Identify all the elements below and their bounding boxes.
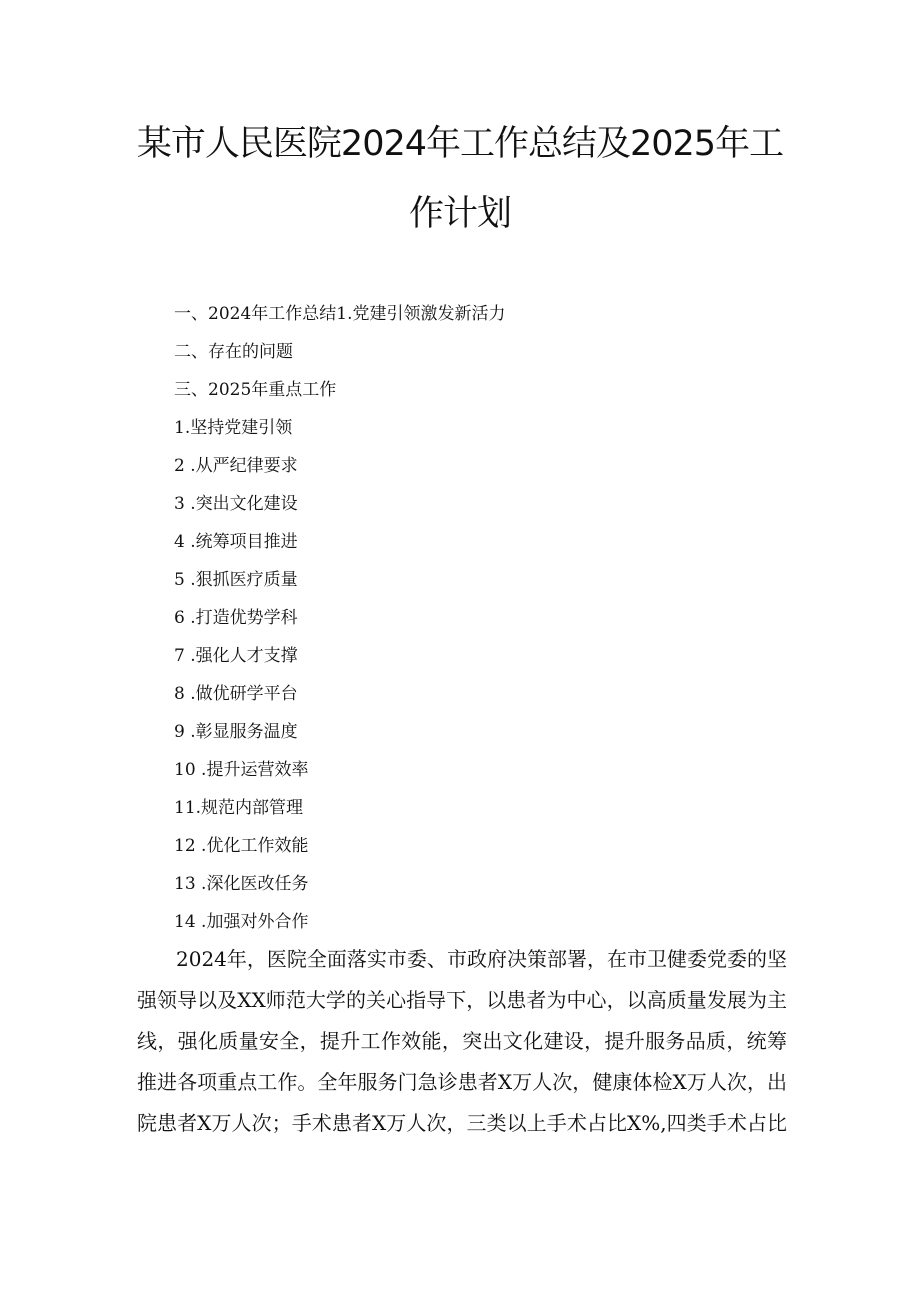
toc-item: 13 .深化医改任务	[174, 874, 309, 894]
paragraph-line: 强领导以及XX师范大学的关心指导下，以患者为中心，以高质量发展为主	[137, 988, 787, 1012]
toc-item: 7 .强化人才支撑	[174, 646, 298, 666]
document-title-line-1: 某市人民医院2024年工作总结及2025年工	[136, 124, 784, 164]
toc-item: 12 .优化工作效能	[174, 836, 309, 856]
toc-item: 2 .从严纪律要求	[174, 456, 298, 476]
toc-item: 4 .统筹项目推进	[174, 532, 298, 552]
toc-item: 10 .提升运营效率	[174, 760, 309, 780]
toc-item: 9 .彰显服务温度	[174, 722, 298, 742]
paragraph-line: 推进各项重点工作。全年服务门急诊患者X万人次，健康体检X万人次，出	[137, 1070, 787, 1094]
toc-item: 1.坚持党建引领	[174, 418, 293, 438]
toc-item: 二、存在的问题	[174, 342, 293, 362]
toc-item: 一、2024年工作总结1.党建引领激发新活力	[174, 304, 506, 324]
toc-item: 5 .狠抓医疗质量	[174, 570, 298, 590]
toc-item: 11.规范内部管理	[174, 798, 304, 818]
toc-item: 8 .做优研学平台	[174, 684, 298, 704]
toc-item: 3 .突出文化建设	[174, 494, 298, 514]
paragraph-line: 线，强化质量安全，提升工作效能，突出文化建设，提升服务品质，统筹	[137, 1029, 787, 1053]
paragraph-line: 院患者X万人次；手术患者X万人次，三类以上手术占比X%,四类手术占比	[137, 1111, 787, 1135]
paragraph-line: 2024年，医院全面落实市委、市政府决策部署，在市卫健委党委的坚	[176, 947, 787, 971]
toc-item: 6 .打造优势学科	[174, 608, 298, 628]
toc-item: 14 .加强对外合作	[174, 912, 309, 932]
document-title-line-2: 作计划	[408, 194, 511, 234]
toc-item: 三、2025年重点工作	[174, 380, 337, 400]
